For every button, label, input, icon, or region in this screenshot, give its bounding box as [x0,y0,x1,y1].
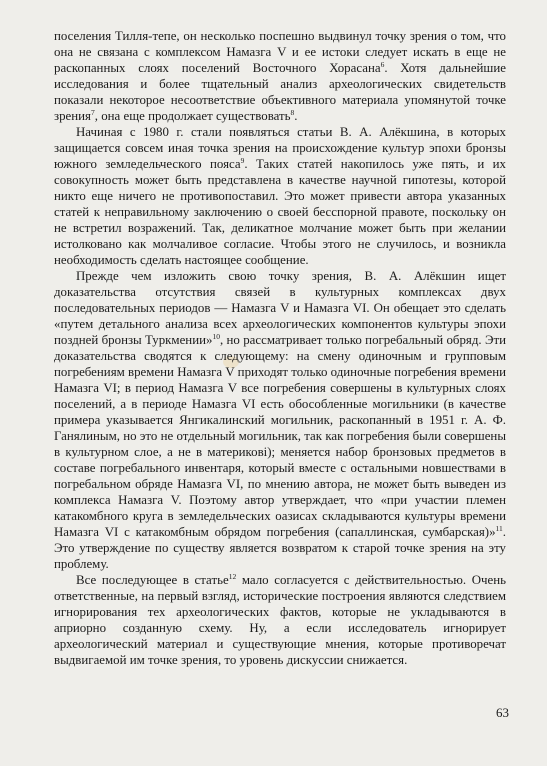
footnote-marker: 9 [240,156,245,165]
paragraph-text: . Хотя дальнейшие исследования и более тщательный анализ археологических свидетельств показали некоторое несоответствие объективного материала упомянутой точке зрения [54,61,506,123]
footnote-marker: 6 [380,60,385,69]
page-number: 63 [496,705,509,720]
footnote-marker: 7 [91,108,95,117]
footnote-marker: 11 [495,524,503,533]
footnote-marker: 12 [228,572,237,581]
paragraph [54,268,506,572]
paragraph-text: . Это утверждение по существу является возвратом к старой точке зрения на эту проблему. [54,525,506,571]
footnote-marker: 10 [212,332,220,341]
paragraph [54,28,506,124]
paragraph-text: Начиная с 1980 г. стали появляться статьи В. А. Алёкшина, в которых защищается совсем иная точка зрения на происхождение культур эпохи бронзы южного земледельческого пояса [54,125,506,171]
paragraph-text: мало согласуется с действительностью. Очень ответственные, на первый взгляд, исторические построения являются следствием игнорирования тех археологических фактов, которые не укладываются в априорно созданную схему. Ну, а если исследователь игнорирует археологический материал и существующие мнения, которые противоречат выдвигаемой им точке зрения, то уровень дискуссии снижается. [54,573,506,667]
text-column [54,28,506,668]
paragraph [54,572,506,668]
paragraph-text: . Таких статей накопилось уже пять, и их совокупность может быть представлена в качестве научной гипотезы, которой никто еще ничего не противопоставил. Это может привести автора указанных статей к неправильному заключению о своей бесспорной правоте, поскольку он не встретил возражений. Так, деликатное молчание может быть при желании истолковано как молчаливое согласие. Чтобы этого не случилось, и возникла необходимость сделать настоящее сообщение. [54,157,506,267]
paragraph-text: Все последующее в статье [76,573,229,587]
paragraph-text: Прежде чем изложить свою точку зрения, В. А. Алёкшин ищет доказательства отсутствия связей в культурных комплексах двух последовательных периодов — Намазга V и Намазга VI. Он обещает это сделать «путем детального анализа всех археологических компонентов культуры эпохи поздней бронзы Туркмении» [54,269,506,347]
paragraph-text: , но рассматривает только погребальный обряд. Эти доказательства сводятся к следующему: на смену одиночным и групповым погребениям времени Намазга V приходят только одиночные погребения времени Намазга VI; в период Намазга V все погребения совершены в культурных слоях поселений, а в периоде Намазга VI есть обособленные могильники (в качестве примера указывается Янгикалинский могильник, раскопанный в 1951 г. А. Ф. Ганялиным, но это не отдельный могильник, так как погребения были совершены в культурном слое, а не в материкові); меняется набор бронзовых предметов в составе погребального инвентаря, который вместе с остальными новшествами в погребальном обряде Намазга VI, по мнению автора, не может быть выведен из комплекса Намазга V. Поэтому автор утверждает, что «при участии племен катакомбного круга в земледельческих оазисах складываются культуры времени Намазга VI с катакомбным обрядом погребения (сапаллинская, сумбарская)» [54,333,506,539]
footnote-marker: 8 [290,108,295,117]
paragraph-text: , она еще продолжает существовать [94,109,291,123]
paragraph [54,124,506,268]
paragraph-text: . [294,109,298,123]
paragraph-text: поселения Тилля-тепе, он несколько поспешно выдвинул точку зрения о том, что она не связана с комплексом Намазга V и ее истоки следует искать в еще не раскопанных слоях поселений Восточного Хорасана [54,29,506,75]
